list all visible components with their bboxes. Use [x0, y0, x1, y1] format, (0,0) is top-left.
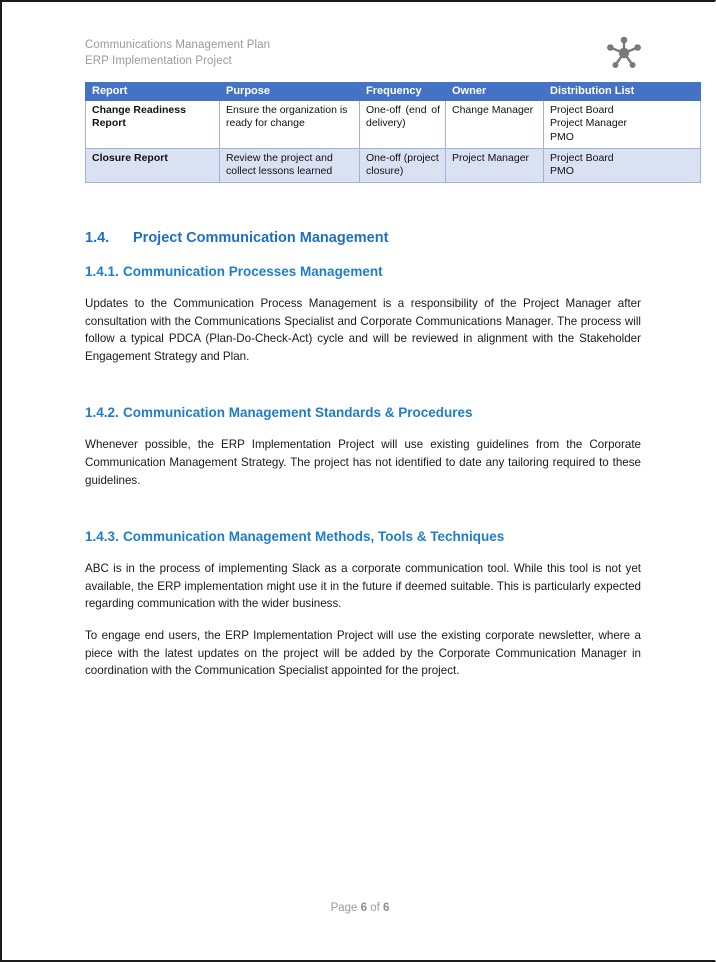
cell-report: Change Readiness Report	[86, 101, 220, 149]
table-row	[86, 148, 701, 182]
section-heading-1-4-1	[85, 264, 641, 279]
paragraph-1-4-3-a: ABC is in the process of implementing Slack as a corporate communication tool. While this tool is not yet available, the ERP implementation might use it in the future if deemed suitable. This is particularly expected regarding communication with the wider business.	[85, 562, 641, 611]
section-number: 1.4.3.	[85, 529, 119, 545]
network-hub-icon	[603, 32, 645, 74]
cell-distribution-list	[544, 101, 701, 149]
footer-current-page: 6	[360, 902, 368, 914]
table-header-row	[86, 83, 701, 101]
cell-owner: Change Manager	[446, 101, 544, 149]
cell-frequency: One-off (end of delivery)	[360, 101, 446, 149]
table-row	[86, 101, 701, 149]
paragraph-1-4-1: Updates to the Communication Process Management is a responsibility of the Project Manager after consultation with the Communications Specialist and Corporate Communications Manager. The process will follow a typical PDCA (Plan-Do-Check-Act) cycle and will be reviewed in alignment with the Stakeholder Engagement Strategy and Plan.	[85, 297, 641, 363]
section-title: Communication Management Standards & Procedures	[123, 405, 473, 421]
cell-report: Closure Report	[86, 148, 220, 182]
section-number: 1.4.2.	[85, 405, 119, 421]
paragraph-1-4-2: Whenever possible, the ERP Implementation Project will use existing guidelines from the Corporate Communication Management Strategy. The project has not identified to date any tailoring required to these guidelines.	[85, 438, 641, 487]
cell-frequency: One-off (project closure)	[360, 148, 446, 182]
section-heading-1-4-2	[85, 405, 641, 420]
column-header-purpose: Purpose	[220, 83, 360, 101]
distribution-entry: Project Board	[550, 104, 614, 117]
footer-total-pages: 6	[383, 902, 390, 914]
cell-purpose: Review the project and collect lessons learned	[220, 148, 360, 182]
header-title-block	[85, 38, 270, 69]
header-line-plan-name: Communications Management Plan	[85, 39, 271, 51]
distribution-entry: Project Manager	[550, 117, 628, 130]
column-header-distribution-list: Distribution List	[544, 83, 701, 101]
footer-of-label: of	[370, 902, 380, 914]
column-header-frequency: Frequency	[360, 83, 446, 101]
cell-distribution-list	[544, 148, 701, 182]
header-line-project-name: ERP Implementation Project	[85, 54, 232, 67]
cell-owner: Project Manager	[446, 148, 544, 182]
section-title: Communication Management Methods, Tools & Techniques	[123, 529, 505, 545]
section-heading-1-4-3	[85, 529, 641, 544]
report-distribution-table	[85, 82, 701, 183]
footer-page-label: Page	[330, 902, 358, 914]
section-title: Communication Processes Management	[123, 264, 383, 279]
document-header	[85, 38, 641, 74]
section-heading-1-4	[85, 230, 641, 246]
section-number: 1.4.	[85, 230, 110, 246]
distribution-entry: Project Board	[550, 151, 614, 164]
document-body	[85, 230, 641, 680]
column-header-owner: Owner	[446, 83, 544, 101]
document-footer	[2, 902, 716, 914]
distribution-entry: PMO	[550, 165, 574, 178]
section-title: Project Communication Management	[133, 230, 389, 246]
column-header-report: Report	[86, 83, 220, 101]
distribution-entry: PMO	[550, 130, 574, 143]
cell-purpose: Ensure the organization is ready for change	[220, 101, 360, 149]
table-header-row-group	[86, 83, 701, 101]
paragraph-1-4-3-b: To engage end users, the ERP Implementation Project will use the existing corporate newsletter, where a piece with the latest updates on the project will be added by the Corporate Communication Manager in coordination with the Communication Specialist appointed for the project.	[85, 628, 641, 678]
table-body	[86, 101, 701, 183]
section-number: 1.4.1.	[85, 264, 119, 279]
